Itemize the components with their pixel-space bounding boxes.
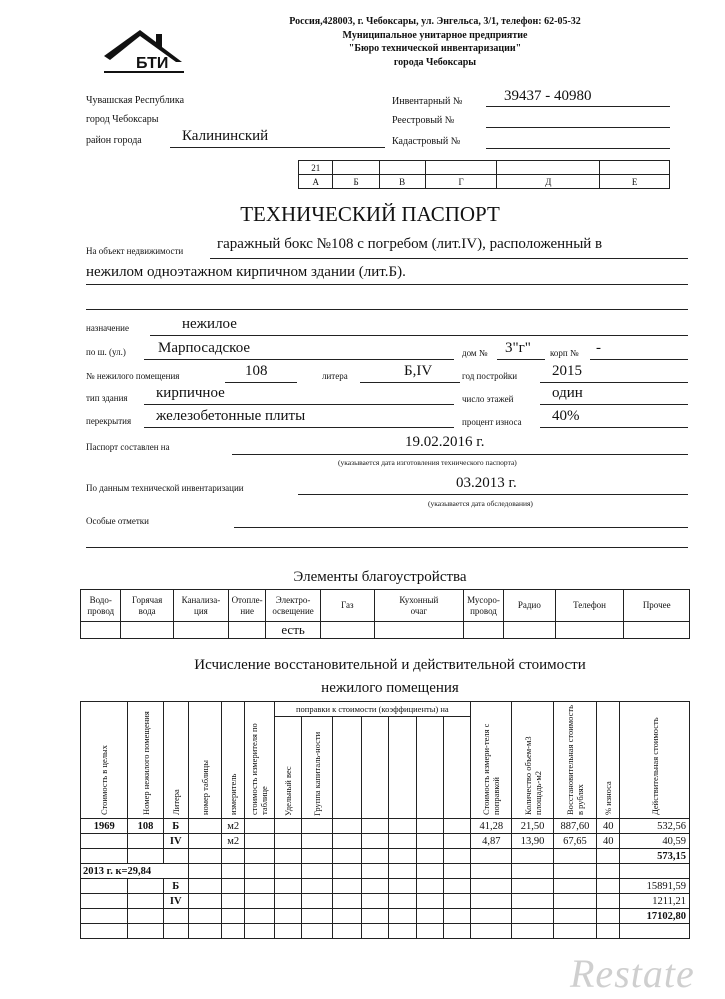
amenity-header: Кухонный очаг: [374, 590, 463, 622]
table-row: [81, 849, 690, 864]
table-row: [81, 819, 690, 834]
litera-label: литера: [322, 371, 348, 381]
table-cell: [553, 894, 596, 909]
inventory-value: 39437 - 40980: [504, 88, 592, 104]
city-label: город Чебоксары: [86, 114, 159, 125]
wear-value: 40%: [552, 408, 580, 424]
amenity-header: Прочее: [624, 590, 690, 622]
type-label: тип здания: [86, 393, 128, 403]
table-cell: [471, 849, 512, 864]
special-label: Особые отметки: [86, 516, 149, 526]
floors-label: число этажей: [462, 394, 514, 404]
code-letter: Д: [497, 175, 600, 189]
table-cell: 40,59: [620, 834, 690, 849]
cost-header: Литера: [170, 789, 181, 815]
table-cell: [362, 909, 389, 924]
table-cell: [512, 924, 553, 939]
code-letter: Г: [425, 175, 497, 189]
object-label: На объект недвижимости: [86, 246, 184, 256]
table-cell: IV: [163, 834, 188, 849]
cost-title-1: Исчисление восстановительной и действительной стоимости: [194, 657, 586, 673]
overlap-value: железобетонные плиты: [156, 408, 306, 424]
table-cell: [416, 834, 443, 849]
table-cell: [333, 864, 362, 879]
district-value: Калининский: [182, 128, 269, 144]
passport-value: 19.02.2016 г.: [405, 434, 485, 450]
table-cell: [274, 909, 301, 924]
table-cell: [222, 909, 245, 924]
table-cell: [362, 864, 389, 879]
table-cell: [443, 864, 470, 879]
header-org-3: города Чебоксары: [393, 57, 477, 68]
table-cell: [301, 864, 332, 879]
table-cell: м2: [222, 819, 245, 834]
cost-header: % износа: [603, 781, 614, 815]
table-cell: [471, 864, 512, 879]
table-cell: [81, 909, 128, 924]
table-cell: 108: [128, 819, 163, 834]
table-cell: [416, 819, 443, 834]
table-cell: [362, 894, 389, 909]
table-cell: 67,65: [553, 834, 596, 849]
table-cell: [274, 834, 301, 849]
table-cell: [163, 909, 188, 924]
table-cell: [597, 879, 620, 894]
table-cell: [389, 894, 416, 909]
table-cell: [274, 849, 301, 864]
table-cell: [81, 894, 128, 909]
table-cell: [389, 819, 416, 834]
cost-header: Восстановительная стоимость в рублях: [564, 705, 585, 815]
table-cell: [416, 894, 443, 909]
table-cell: [301, 849, 332, 864]
cost-header: Номер нежилого помещения: [140, 711, 151, 815]
table-cell: [128, 924, 163, 939]
cost-group-header: поправки к стоимости (коэффициенты) на: [274, 702, 471, 717]
amenity-header: Радио: [504, 590, 556, 622]
table-cell: [301, 834, 332, 849]
table-cell: [416, 909, 443, 924]
amenities-table: [80, 589, 690, 639]
table-cell: 2013 г. к=29,84: [81, 864, 189, 879]
table-cell: [222, 864, 245, 879]
table-cell: [512, 909, 553, 924]
korp-value: -: [596, 340, 601, 356]
table-cell: [362, 849, 389, 864]
code-letter: Б: [333, 175, 379, 189]
header-address: Россия,428003, г. Чебоксары, ул. Энгельса, 3/1, телефон: 62-05-32: [289, 16, 581, 27]
object-line-2: нежилом одноэтажном кирпичном здании (лит.Б).: [86, 264, 406, 280]
inventory-data-hint: (указывается дата обследования): [428, 499, 533, 508]
table-cell: [333, 879, 362, 894]
table-cell: [245, 819, 274, 834]
table-cell: [274, 864, 301, 879]
amenity-value: [504, 622, 556, 639]
table-cell: [512, 849, 553, 864]
table-row: [81, 924, 690, 939]
table-cell: [620, 924, 690, 939]
amenities-title: Элементы благоустройства: [293, 569, 467, 585]
table-cell: [362, 819, 389, 834]
table-cell: [597, 864, 620, 879]
table-cell: 887,60: [553, 819, 596, 834]
table-cell: 41,28: [471, 819, 512, 834]
table-cell: [553, 924, 596, 939]
street-value: Марпосадское: [158, 340, 251, 356]
code-letter: А: [299, 175, 333, 189]
code-top-value: 21: [299, 161, 333, 175]
table-cell: [163, 924, 188, 939]
table-cell: [362, 879, 389, 894]
table-cell: [81, 834, 128, 849]
table-cell: [333, 924, 362, 939]
table-cell: [301, 879, 332, 894]
amenity-header: Газ: [320, 590, 374, 622]
table-cell: [128, 834, 163, 849]
amenity-value: [555, 622, 624, 639]
amenity-value: [121, 622, 173, 639]
code-letter: Е: [600, 175, 670, 189]
premise-value: 108: [245, 363, 268, 379]
table-cell: [553, 849, 596, 864]
table-cell: [245, 849, 274, 864]
table-cell: [274, 879, 301, 894]
year-value: 2015: [552, 363, 582, 379]
floors-value: один: [552, 385, 583, 401]
cost-table: [80, 701, 690, 939]
header-org-2: "Бюро технической инвентаризации": [348, 43, 522, 54]
cost-header: Удельный вес: [282, 765, 293, 816]
table-cell: [128, 894, 163, 909]
table-cell: 532,56: [620, 819, 690, 834]
table-cell: [389, 909, 416, 924]
table-cell: 40: [597, 834, 620, 849]
table-cell: [188, 864, 221, 879]
amenity-header: Мусоро- провод: [463, 590, 503, 622]
street-label: по ш. (ул.): [86, 347, 126, 357]
table-cell: [188, 834, 221, 849]
amenity-header: Электро- освещение: [266, 590, 321, 622]
table-cell: [443, 834, 470, 849]
korp-label: корп №: [550, 348, 579, 358]
table-cell: [245, 834, 274, 849]
table-cell: [512, 894, 553, 909]
table-cell: [443, 909, 470, 924]
table-cell: [416, 879, 443, 894]
amenity-value: есть: [266, 622, 321, 639]
table-cell: [163, 849, 188, 864]
table-cell: 21,50: [512, 819, 553, 834]
inventory-data-value: 03.2013 г.: [456, 475, 517, 491]
premise-label: № нежилого помещения: [86, 371, 180, 381]
table-cell: 17102,80: [620, 909, 690, 924]
amenity-value: [173, 622, 228, 639]
table-cell: [222, 894, 245, 909]
table-cell: [597, 894, 620, 909]
table-cell: [333, 849, 362, 864]
amenity-value: [228, 622, 265, 639]
table-cell: [553, 864, 596, 879]
litera-value: Б,IV: [404, 363, 433, 379]
type-value: кирпичное: [156, 385, 225, 401]
table-cell: [597, 909, 620, 924]
header-org-1: Муниципальное унитарное предприятие: [342, 30, 528, 41]
table-cell: [301, 819, 332, 834]
table-cell: [245, 879, 274, 894]
passport-label: Паспорт составлен на: [86, 442, 170, 452]
table-cell: [245, 864, 274, 879]
table-cell: [389, 879, 416, 894]
table-cell: [333, 834, 362, 849]
table-cell: [274, 924, 301, 939]
inventory-data-label: По данным технической инвентаризации: [86, 483, 244, 493]
table-cell: [188, 894, 221, 909]
table-cell: [443, 819, 470, 834]
purpose-label: назначение: [86, 323, 129, 333]
table-cell: [188, 924, 221, 939]
table-cell: [416, 924, 443, 939]
table-cell: IV: [163, 894, 188, 909]
table-cell: Б: [163, 879, 188, 894]
amenity-header: Горячая вода: [121, 590, 173, 622]
table-cell: [333, 909, 362, 924]
wear-label: процент износа: [462, 417, 522, 427]
cost-header: Стоимость измери-теля с поправкой: [481, 723, 502, 815]
amenity-header: Водо- провод: [81, 590, 121, 622]
table-cell: [389, 849, 416, 864]
table-cell: [553, 879, 596, 894]
table-cell: Б: [163, 819, 188, 834]
table-row: [81, 909, 690, 924]
table-cell: [128, 909, 163, 924]
table-cell: [443, 879, 470, 894]
cost-title-2: нежилого помещения: [321, 680, 459, 696]
table-cell: [553, 909, 596, 924]
table-cell: [597, 849, 620, 864]
passport-hint: (указывается дата изготовления технического паспорта): [338, 458, 517, 467]
republic-label: Чувашская Республика: [86, 95, 185, 106]
table-cell: [443, 849, 470, 864]
table-cell: 40: [597, 819, 620, 834]
table-cell: 4,87: [471, 834, 512, 849]
registry-label: Реестровый №: [392, 115, 455, 126]
table-cell: [443, 924, 470, 939]
table-cell: [188, 849, 221, 864]
code-table: [298, 160, 670, 189]
table-cell: [301, 909, 332, 924]
logo-text: БТИ: [136, 55, 169, 72]
table-cell: [416, 864, 443, 879]
table-cell: [128, 849, 163, 864]
table-cell: 573,15: [620, 849, 690, 864]
cost-header: Группа капиталь-ности: [311, 731, 322, 816]
table-cell: [128, 879, 163, 894]
table-cell: [471, 879, 512, 894]
table-cell: [389, 834, 416, 849]
table-cell: [333, 819, 362, 834]
table-cell: [471, 894, 512, 909]
table-cell: 13,90: [512, 834, 553, 849]
table-cell: [188, 819, 221, 834]
table-cell: [301, 924, 332, 939]
table-cell: [362, 924, 389, 939]
house-value: 3"г": [505, 340, 531, 356]
cost-header: номер таблицы: [199, 760, 210, 815]
document-title: ТЕХНИЧЕСКИЙ ПАСПОРТ: [240, 202, 500, 226]
table-cell: [512, 864, 553, 879]
table-cell: [471, 909, 512, 924]
table-cell: [81, 849, 128, 864]
table-cell: 1211,21: [620, 894, 690, 909]
table-cell: [81, 924, 128, 939]
table-cell: [222, 849, 245, 864]
amenity-value: [374, 622, 463, 639]
table-cell: [597, 924, 620, 939]
table-row: [81, 834, 690, 849]
table-cell: [274, 819, 301, 834]
amenity-value: [320, 622, 374, 639]
watermark: Restate: [570, 951, 695, 996]
code-letter: В: [379, 175, 425, 189]
amenity-value: [81, 622, 121, 639]
amenity-header: Канализа- ция: [173, 590, 228, 622]
amenity-header: Телефон: [555, 590, 624, 622]
table-cell: 15891,59: [620, 879, 690, 894]
purpose-value: нежилое: [182, 316, 237, 332]
cost-header: Действительная стоимость: [649, 717, 660, 815]
table-cell: [222, 879, 245, 894]
amenity-header: Отопле- ние: [228, 590, 265, 622]
cadastral-label: Кадастровый №: [392, 136, 461, 147]
table-cell: [443, 894, 470, 909]
table-row: [81, 864, 690, 879]
table-cell: [188, 879, 221, 894]
table-cell: [81, 879, 128, 894]
table-cell: [245, 894, 274, 909]
bti-logo: [100, 26, 186, 74]
amenity-value: [463, 622, 503, 639]
inventory-label: Инвентарный №: [392, 96, 463, 107]
table-cell: м2: [222, 834, 245, 849]
table-cell: [471, 924, 512, 939]
table-cell: [333, 894, 362, 909]
table-cell: [389, 924, 416, 939]
table-cell: 1969: [81, 819, 128, 834]
object-line-1: гаражный бокс №108 с погребом (лит.IV), расположенный в: [217, 236, 603, 252]
table-cell: [362, 834, 389, 849]
cost-header: стоимость измерителя по таблице: [249, 723, 270, 815]
cost-header: Количество объем-м3 площадь-м2: [522, 736, 543, 815]
table-cell: [245, 924, 274, 939]
house-label: дом №: [462, 348, 488, 358]
table-cell: [389, 864, 416, 879]
table-cell: [222, 924, 245, 939]
amenity-value: [624, 622, 690, 639]
table-cell: [416, 849, 443, 864]
overlap-label: перекрытия: [86, 416, 132, 426]
cost-header: измеритель: [228, 773, 239, 815]
cost-header: Стоимость в целых: [99, 745, 110, 815]
district-label: район города: [86, 135, 142, 146]
table-row: [81, 894, 690, 909]
year-label: год постройки: [462, 371, 518, 381]
table-cell: [274, 894, 301, 909]
table-cell: [620, 864, 690, 879]
table-cell: [188, 909, 221, 924]
table-cell: [301, 894, 332, 909]
table-cell: [245, 909, 274, 924]
table-row: [81, 879, 690, 894]
table-cell: [512, 879, 553, 894]
